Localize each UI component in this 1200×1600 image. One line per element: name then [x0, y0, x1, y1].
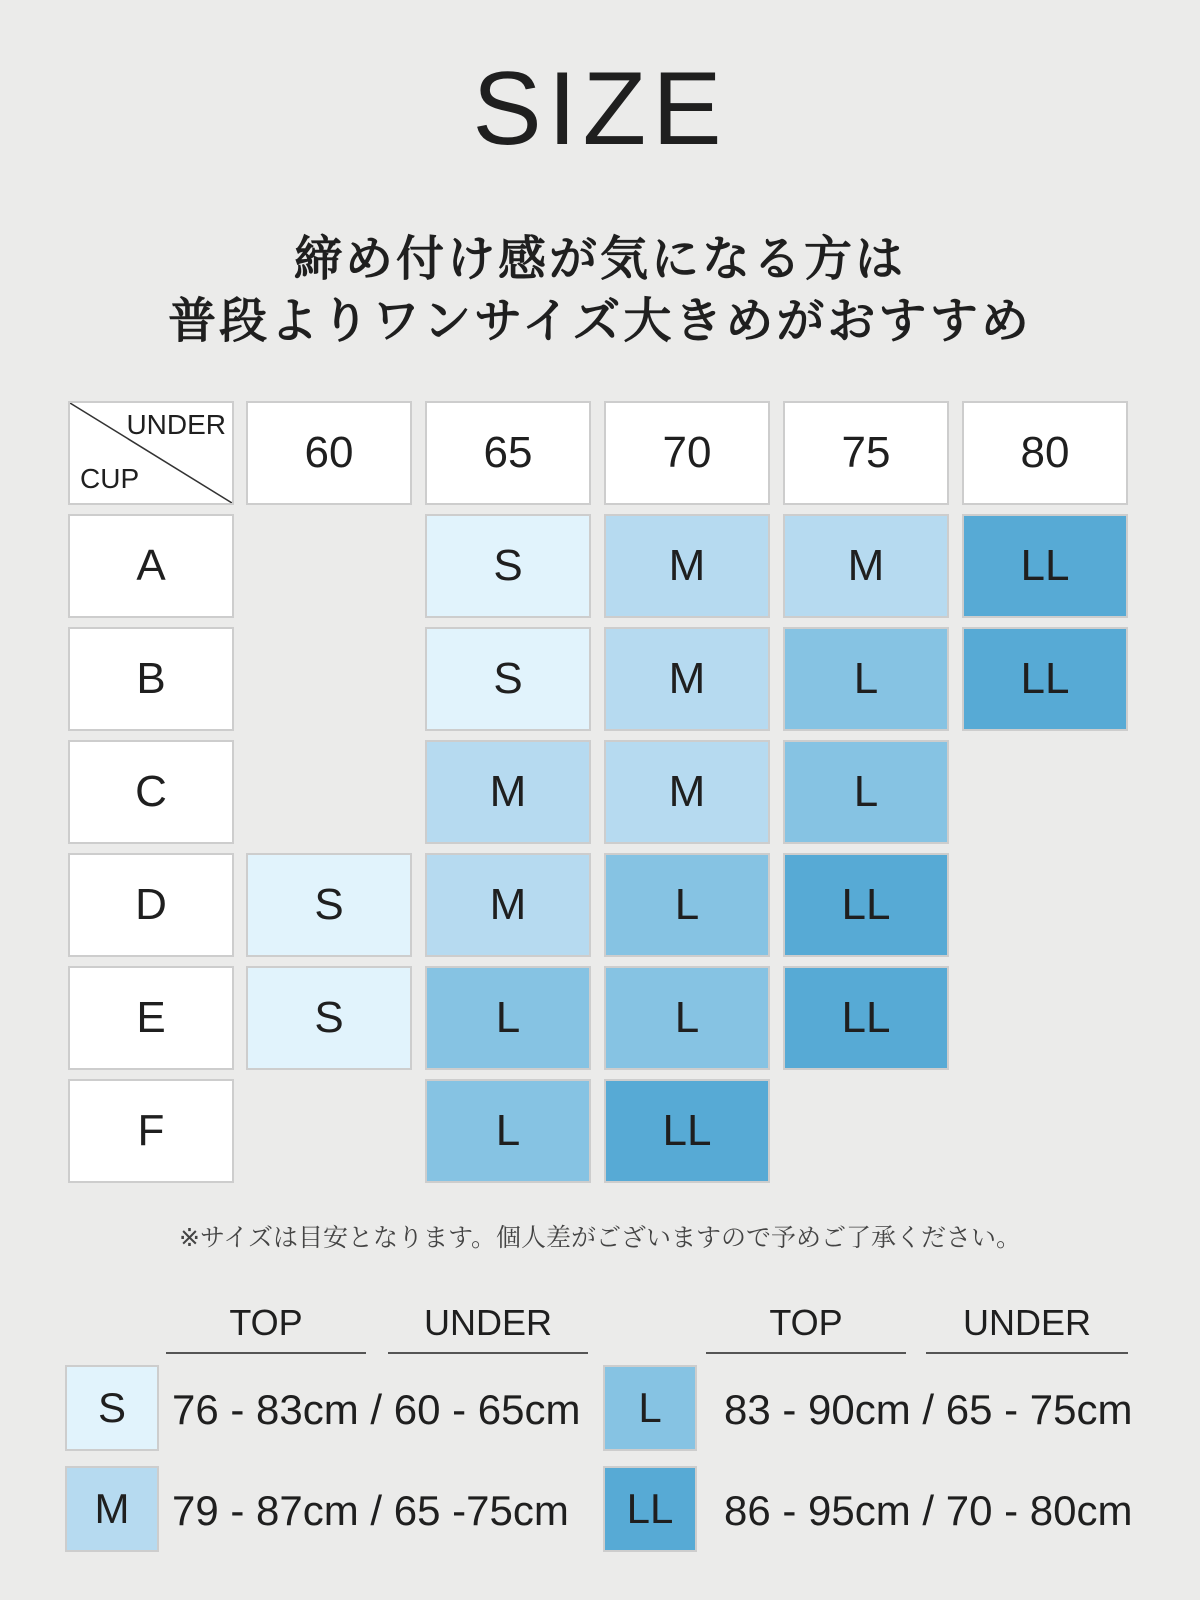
legend-swatch-m: M: [65, 1466, 159, 1552]
size-cell: L: [604, 966, 770, 1070]
legend-swatch-l: L: [603, 1365, 697, 1451]
legend-value-l: 83 - 90cm / 65 - 75cm: [724, 1386, 1133, 1433]
divider: [706, 1352, 906, 1354]
cup-label-f: F: [68, 1079, 234, 1183]
legend-top-header-right: TOP: [769, 1302, 843, 1343]
size-cell: M: [604, 514, 770, 618]
legend-swatch-s: S: [65, 1365, 159, 1451]
legend-under-header-left: UNDER: [423, 1302, 552, 1343]
size-cell: M: [425, 740, 591, 844]
legend-top-header-left: TOP: [229, 1302, 303, 1343]
legend-value-s: 76 - 83cm / 60 - 65cm: [172, 1386, 581, 1433]
size-cell: L: [783, 627, 949, 731]
size-cell: S: [425, 627, 591, 731]
subtitle-line-1: 締め付け感が気になる方は: [293, 231, 906, 287]
size-cell: LL: [604, 1079, 770, 1183]
size-cell: S: [246, 966, 412, 1070]
size-cell: LL: [783, 853, 949, 957]
size-cell: M: [604, 627, 770, 731]
size-cell: L: [425, 966, 591, 1070]
page-title: SIZE: [472, 51, 728, 167]
cup-label-e: E: [68, 966, 234, 1070]
size-cell: M: [783, 514, 949, 618]
legend-under-header-right: UNDER: [962, 1302, 1091, 1343]
under-header-60: 60: [246, 401, 412, 505]
size-cell: M: [425, 853, 591, 957]
cup-label-d: D: [68, 853, 234, 957]
size-cell: LL: [962, 627, 1128, 731]
size-cell: L: [425, 1079, 591, 1183]
size-cell: LL: [783, 966, 949, 1070]
size-cell: S: [425, 514, 591, 618]
size-note: ※サイズは目安となります。個人差がございますので予めご了承ください。: [179, 1223, 1021, 1252]
cup-label-a: A: [68, 514, 234, 618]
under-header-80: 80: [962, 401, 1128, 505]
size-cell: L: [604, 853, 770, 957]
cup-label-c: C: [68, 740, 234, 844]
legend-swatch-ll: LL: [603, 1466, 697, 1552]
corner-under-label: UNDER: [126, 409, 226, 440]
cup-label-b: B: [68, 627, 234, 731]
corner-cup-label: CUP: [80, 463, 140, 494]
size-cell: S: [246, 853, 412, 957]
size-cell: LL: [962, 514, 1128, 618]
legend-value-ll: 86 - 95cm / 70 - 80cm: [724, 1487, 1133, 1534]
subtitle-line-2: 普段よりワンサイズ大きめがおすすめ: [168, 293, 1032, 349]
legend-value-m: 79 - 87cm / 65 -75cm: [172, 1487, 569, 1534]
divider: [166, 1352, 366, 1354]
size-cell: L: [783, 740, 949, 844]
size-cell: M: [604, 740, 770, 844]
table-corner-header: [68, 401, 234, 505]
divider: [926, 1352, 1128, 1354]
divider: [388, 1352, 588, 1354]
under-header-70: 70: [604, 401, 770, 505]
under-header-75: 75: [783, 401, 949, 505]
under-header-65: 65: [425, 401, 591, 505]
